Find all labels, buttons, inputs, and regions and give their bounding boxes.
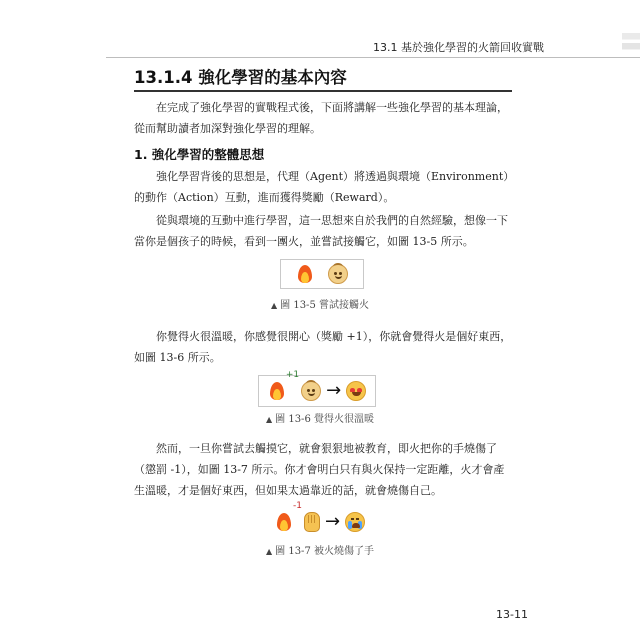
- reward-negative-label: -1: [292, 501, 302, 511]
- baby-face-icon: [328, 264, 348, 284]
- paragraph-agent-environment: 強化學習背後的思想是，代理（Agent）將透過與環境（Environment）的動作（Action）互動，進而獲得獎勵（Reward）。: [134, 170, 509, 204]
- caption-triangle-icon: ▲: [266, 415, 273, 424]
- reward-positive-label: +1: [285, 370, 300, 380]
- figure-13-7-caption: ▲ 圖 13-7 被火燒傷了手: [266, 546, 374, 557]
- figure-13-5-caption: ▲ 圖 13-5 嘗試接觸火: [271, 300, 369, 311]
- crying-face-icon: [345, 512, 365, 532]
- header-rule: [106, 57, 640, 58]
- page-edge-marks: [622, 33, 640, 55]
- caption-triangle-icon: ▲: [271, 301, 278, 310]
- figure-13-5: [280, 259, 364, 289]
- fire-icon: [268, 380, 286, 402]
- paragraph-warm-fire: 你覺得火很溫暖，你感覺很開心（獎勵 +1），你就會覺得火是個好東西，如圖 13-6 所示。: [134, 330, 512, 364]
- fire-icon: [296, 263, 314, 285]
- page-number: 13-11: [496, 608, 528, 621]
- figure-13-6: [258, 370, 376, 407]
- heart-eyes-face-icon: [346, 381, 366, 401]
- section-title: 13.1.4 強化學習的基本內容: [134, 68, 347, 87]
- intro-paragraph: 在完成了強化學習的實戰程式後，下面將講解一些強化學習的基本理論，從而幫助讀者加深對強化學習的理解。: [134, 101, 508, 135]
- baby-face-icon: [301, 381, 321, 401]
- right-arrow-icon: →: [326, 380, 342, 401]
- fire-icon: [275, 511, 293, 533]
- paragraph-burn-lesson: 然而，一旦你嘗試去觸摸它，就會狠狠地被教育，即火把你的手燒傷了（懲罰 -1），如圖 13-7 所示。你才會明白只有與火保持一定距離，火才會產生溫暖，才是個好東西，但如果太過靠近的話，就會燒傷自己。: [134, 442, 505, 497]
- section-title-rule: [134, 90, 512, 92]
- paragraph-natural-experience: 從與環境的互動中進行學習，這一思想來自於我們的自然經驗，想像一下當你是個孩子的時候，看到一團火，並嘗試接觸它，如圖 13-5 所示。: [134, 214, 508, 248]
- running-header: 13.1 基於強化學習的火箭回收實戰: [373, 41, 544, 54]
- raised-hand-icon: [304, 512, 320, 532]
- subsection-title: 1. 強化學習的整體思想: [134, 147, 265, 162]
- figure-13-7: [262, 501, 378, 537]
- right-arrow-icon: →: [324, 511, 341, 532]
- figure-13-6-caption: ▲ 圖 13-6 覺得火很溫暖: [266, 414, 374, 425]
- caption-triangle-icon: ▲: [266, 547, 273, 556]
